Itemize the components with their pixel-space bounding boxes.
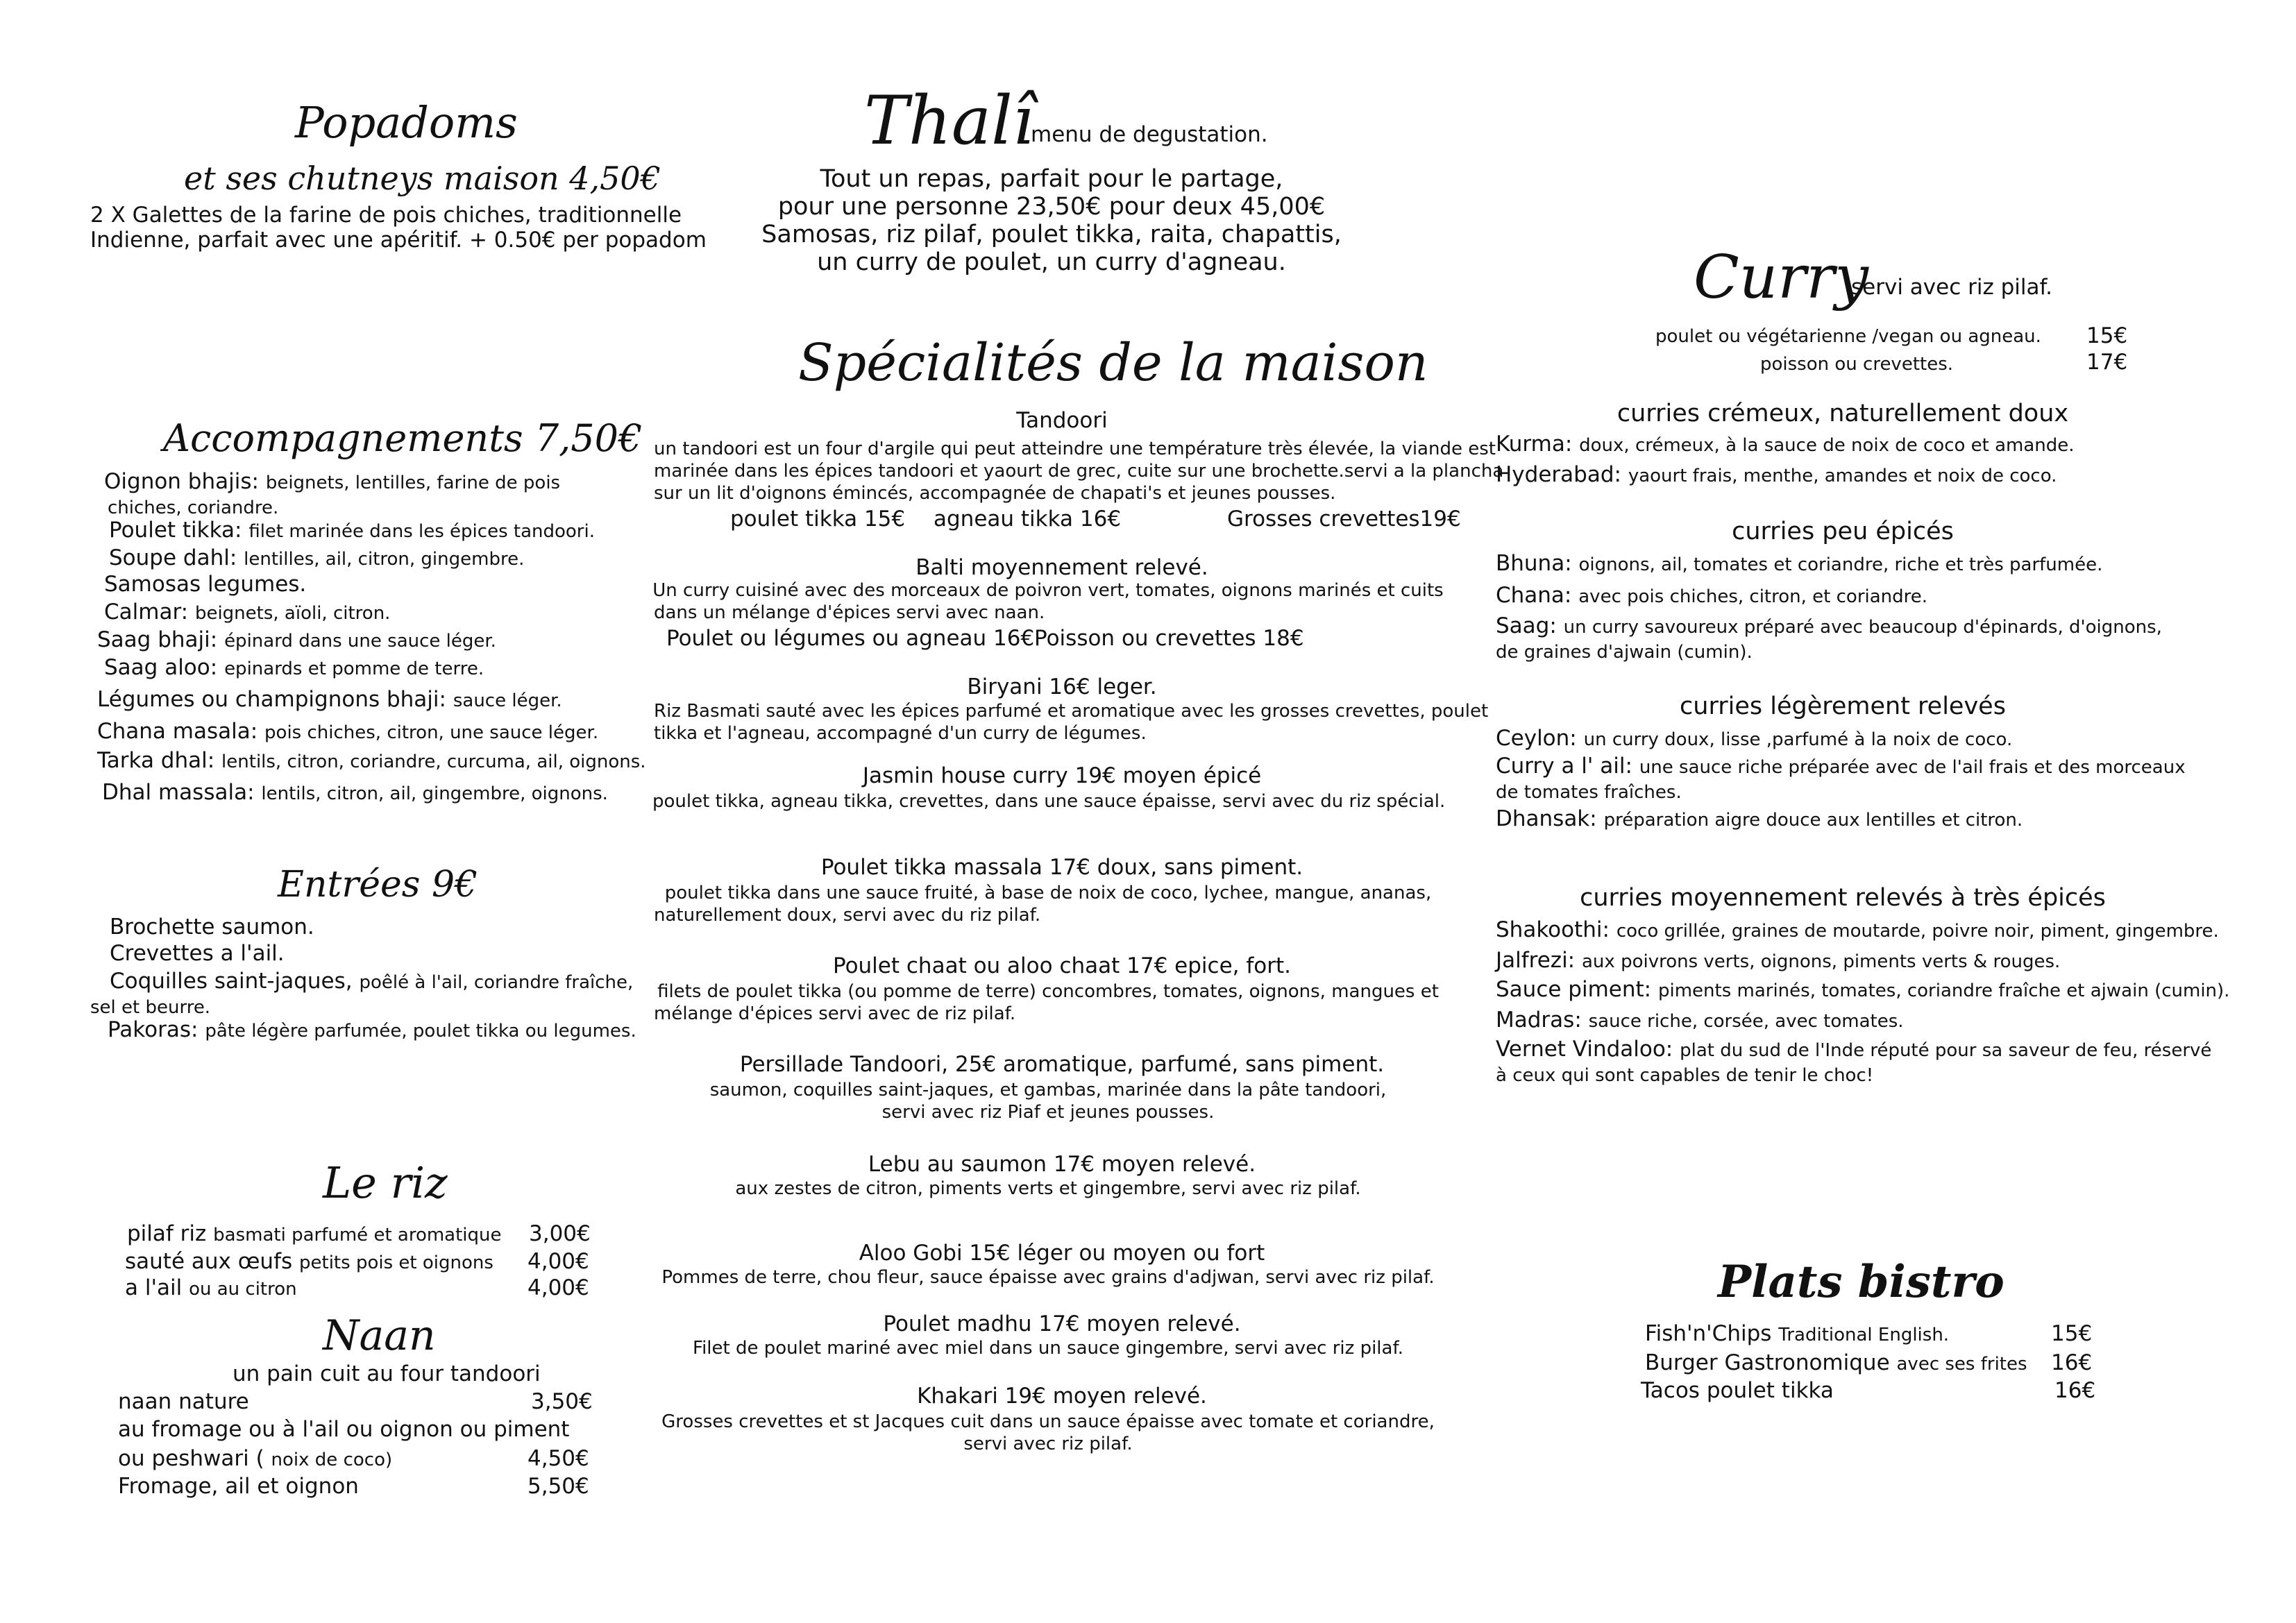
item-desc: sauce riche, corsée, avec tomates. xyxy=(1588,1011,1904,1032)
entrees-title: Entrées 9€ xyxy=(278,864,478,906)
dish-desc: poulet tikka dans une sauce fruité, à base de noix de coco, lychee, mangue, ananas, xyxy=(664,883,1432,903)
item-desc-cont: de graines d'ajwain (cumin). xyxy=(1496,642,1753,663)
menu-item xyxy=(125,1249,493,1274)
item-name: Hyderabad: xyxy=(1496,462,1621,487)
tandoori-price: agneau tikka 16€ xyxy=(934,507,1122,532)
item-price: 3,50€ xyxy=(531,1389,593,1414)
curry-item xyxy=(1496,977,2229,1002)
dish-desc: Filet de poulet mariné avec miel dans un sauce gingembre, servi avec riz pilaf. xyxy=(693,1338,1403,1359)
tandoori-heading: Tandoori xyxy=(1016,408,1108,433)
item-name: ou peshwari ( xyxy=(118,1446,264,1471)
item-name: Crevettes a l'ail. xyxy=(110,941,285,966)
balti-desc: Un curry cuisiné avec des morceaux de poivron vert, tomates, oignons marinés et cuits xyxy=(652,580,1444,601)
item-price: 4,00€ xyxy=(527,1249,589,1274)
thali-line: pour une personne 23,50€ pour deux 45,00€ xyxy=(777,193,1326,221)
dish-name: Poulet madhu 17€ xyxy=(883,1311,1080,1336)
item-name: Tarka dhal: xyxy=(97,748,215,773)
item-desc: epinards et pomme de terre. xyxy=(224,658,484,679)
item-name: Fromage, ail et oignon xyxy=(118,1474,359,1499)
item-price: 5,50€ xyxy=(527,1474,589,1499)
curry-item xyxy=(1496,462,2057,487)
dish-heading xyxy=(652,855,1471,880)
curry-tagline: servi avec riz pilaf. xyxy=(1851,275,2052,300)
dish-desc: Pommes de terre, chou fleur, sauce épaisse avec grains d'adjwan, servi avec riz pilaf. xyxy=(661,1267,1435,1288)
item-name: Saag bhaji: xyxy=(97,627,218,652)
item-name: Fish'n'Chips xyxy=(1645,1321,1772,1346)
menu-item xyxy=(118,1389,249,1414)
thali-tagline: menu de degustation. xyxy=(1031,122,1268,147)
menu-item xyxy=(108,1017,636,1042)
menu-item xyxy=(104,572,306,597)
curry-item xyxy=(1496,613,2162,638)
item-name: Brochette saumon. xyxy=(110,915,314,940)
item-name: Madras: xyxy=(1496,1008,1582,1033)
dish-tag: moyen épicé xyxy=(1122,763,1262,788)
curry-price-label: poisson ou crevettes. xyxy=(1760,354,1954,375)
menu-item-cont xyxy=(90,994,210,1019)
curry-item xyxy=(1496,432,2075,457)
item-price: 3,00€ xyxy=(529,1221,591,1246)
item-desc: aux poivrons verts, oignons, piments verts & rouges. xyxy=(1582,951,2061,972)
bistro-item xyxy=(1641,1378,1834,1403)
balti-heading xyxy=(652,555,1471,580)
dish-tag: aromatique, parfumé, sans piment. xyxy=(1003,1052,1385,1077)
curry-item xyxy=(1496,583,1927,608)
curry-item-cont xyxy=(1496,779,1682,804)
riz-title: Le riz xyxy=(323,1157,448,1208)
item-desc: plat du sud de l'Inde réputé pour sa saveur de feu, réservé xyxy=(1680,1040,2212,1061)
naan-subtitle: un pain cuit au four tandoori xyxy=(233,1361,541,1386)
item-desc: un curry doux, lisse ,parfumé à la noix de coco. xyxy=(1583,729,2013,750)
dish-name: Jasmin house curry 19€ xyxy=(862,763,1116,788)
item-name: Dhal massala: xyxy=(102,780,255,805)
item-desc: petits pois et oignons xyxy=(299,1252,493,1273)
thali-line: Tout un repas, parfait pour le partage, xyxy=(820,165,1283,193)
menu-item xyxy=(118,1417,569,1442)
item-desc-cont: chiches, coriandre. xyxy=(108,498,279,518)
accompagnements-title: Accompagnements 7,50€ xyxy=(163,416,643,460)
item-name: Poulet tikka: xyxy=(109,518,242,543)
item-name: Sauce piment: xyxy=(1496,977,1652,1002)
dish-tag: leger. xyxy=(1097,674,1157,699)
menu-item xyxy=(127,1221,502,1246)
item-name: pilaf riz xyxy=(127,1221,207,1246)
item-name: Chana masala: xyxy=(97,719,258,744)
item-name: Chana: xyxy=(1496,583,1572,608)
item-name: Soupe dahl: xyxy=(109,545,237,570)
item-name: Saag aloo: xyxy=(104,655,218,680)
dish-desc: filets de poulet tikka (ou pomme de terre) concombres, tomates, oignons, mangues et xyxy=(657,981,1439,1002)
dish-heading xyxy=(652,953,1471,978)
tandoori-price: Grosses crevettes19€ xyxy=(1227,507,1461,532)
dish-heading xyxy=(652,1311,1471,1336)
dish-desc: aux zestes de citron, piments verts et gingembre, servi avec riz pilaf. xyxy=(735,1178,1361,1199)
item-price: 4,50€ xyxy=(527,1446,589,1471)
item-desc: oignons, ail, tomates et coriandre, riche et très parfumée. xyxy=(1578,554,2103,575)
tandoori-desc: un tandoori est un four d'argile qui peut atteindre une température très élevée, la viande est xyxy=(654,439,1496,459)
item-name: Ceylon: xyxy=(1496,726,1577,751)
menu-item xyxy=(109,545,524,570)
item-name: Jalfrezi: xyxy=(1496,948,1576,973)
dish-desc: poulet tikka, agneau tikka, crevettes, dans une sauce épaisse, servi avec du riz spécial. xyxy=(652,791,1446,812)
curry-item xyxy=(1496,1008,1904,1033)
dish-desc: saumon, coquilles saint-jaques, et gambas, marinée dans la pâte tandoori, xyxy=(709,1080,1387,1101)
item-desc: un curry savoureux préparé avec beaucoup d'épinards, d'oignons, xyxy=(1563,617,2162,638)
item-desc: Traditional English. xyxy=(1778,1325,1950,1345)
dish-tag: epice, fort. xyxy=(1174,953,1291,978)
item-name: a l'ail xyxy=(125,1275,183,1300)
item-name: Calmar: xyxy=(104,600,189,624)
dish-desc: servi avec riz Piaf et jeunes pousses. xyxy=(881,1102,1215,1123)
item-name: Coquilles saint-jaques, xyxy=(110,969,353,994)
curry-item-cont xyxy=(1496,1062,1873,1087)
curry-group-heading: curries légèrement relevés xyxy=(1680,692,2006,720)
curry-title: Curry xyxy=(1694,243,1868,312)
dish-tag: doux, sans piment. xyxy=(1097,855,1303,880)
dish-tag: moyennement relevé. xyxy=(970,555,1208,580)
curry-group-heading: curries moyennement relevés à très épicés xyxy=(1580,884,2106,912)
curry-item xyxy=(1496,1037,2211,1062)
menu-item xyxy=(97,687,562,712)
dish-tag: moyen relevé. xyxy=(1086,1311,1241,1336)
item-desc-cont: de tomates fraîches. xyxy=(1496,782,1682,803)
item-name: Shakoothi: xyxy=(1496,917,1610,942)
item-price: 15€ xyxy=(2051,1321,2093,1346)
item-desc: pâte légère parfumée, poulet tikka ou legumes. xyxy=(205,1021,636,1042)
item-desc: ou au citron xyxy=(189,1279,297,1300)
dish-desc: naturellement doux, servi avec du riz pilaf. xyxy=(654,905,1041,926)
dish-name: Poulet chaat ou aloo chaat 17€ xyxy=(832,953,1168,978)
balti-desc: dans un mélange d'épices servi avec naan. xyxy=(654,602,1045,623)
popadoms-desc-line2: Indienne, parfait avec une apéritif. + 0.50€ per popadom xyxy=(90,228,707,253)
balti-price: Poulet ou légumes ou agneau 16€ xyxy=(666,626,1035,651)
curry-price-label: poulet ou végétarienne /vegan ou agneau. xyxy=(1655,326,2041,347)
dish-desc: servi avec riz pilaf. xyxy=(963,1434,1133,1454)
naan-title: Naan xyxy=(323,1311,436,1360)
item-desc: épinard dans une sauce léger. xyxy=(224,631,496,652)
biryani-desc: tikka et l'agneau, accompagné d'un curry de légumes. xyxy=(654,723,1147,744)
dish-name: Aloo Gobi 15€ xyxy=(859,1241,1011,1266)
item-desc: piments marinés, tomates, coriandre fraîche et ajwain (cumin). xyxy=(1657,980,2230,1001)
item-name: Légumes ou champignons bhaji: xyxy=(97,687,446,712)
item-desc: préparation aigre douce aux lentilles et citron. xyxy=(1603,810,2023,831)
menu-item xyxy=(102,780,608,805)
dish-heading xyxy=(652,1241,1471,1266)
bistro-item xyxy=(1645,1321,1949,1346)
dish-heading xyxy=(652,1052,1471,1077)
item-desc: coco grillée, graines de moutarde, poivre noir, piment, gingembre. xyxy=(1616,921,2219,942)
curry-price: 17€ xyxy=(2086,350,2128,375)
biryani-heading xyxy=(652,674,1471,699)
menu-item xyxy=(104,600,390,624)
item-name: Burger Gastronomique xyxy=(1645,1350,1890,1375)
item-desc-cont: à ceux qui sont capables de tenir le choc! xyxy=(1496,1065,1874,1086)
item-name: Bhuna: xyxy=(1496,551,1572,576)
item-name: Saag: xyxy=(1496,613,1557,638)
item-desc: une sauce riche préparée avec de l'ail frais et des morceaux xyxy=(1639,757,2186,778)
bistro-title: Plats bistro xyxy=(1718,1256,2004,1308)
item-name: naan nature xyxy=(118,1389,249,1414)
popadoms-title: Popadoms xyxy=(295,97,518,148)
tandoori-desc: sur un lit d'oignons émincés, accompagnée de chapati's et jeunes pousses. xyxy=(654,483,1336,504)
item-desc: basmati parfumé et aromatique xyxy=(213,1225,502,1246)
menu-item xyxy=(118,1474,359,1499)
dish-name: Balti xyxy=(915,555,964,580)
curry-group-heading: curries peu épicés xyxy=(1732,518,1954,545)
item-name: Samosas legumes. xyxy=(104,572,307,597)
item-name: Tacos poulet tikka xyxy=(1641,1378,1834,1403)
item-price: 16€ xyxy=(2054,1378,2096,1403)
item-name: Curry a l' ail: xyxy=(1496,754,1632,779)
curry-item xyxy=(1496,551,2102,576)
item-desc: sauce léger. xyxy=(453,690,562,711)
menu-item xyxy=(97,719,598,744)
dish-tag: moyen relevé. xyxy=(1101,1152,1256,1177)
bistro-item xyxy=(1645,1350,2027,1375)
item-desc-cont: sel et beurre. xyxy=(90,997,211,1018)
menu-item xyxy=(110,969,633,994)
item-name: Pakoras: xyxy=(108,1017,199,1042)
item-desc: filet marinée dans les épices tandoori. xyxy=(248,521,595,542)
popadoms-subtitle: et ses chutneys maison 4,50€ xyxy=(184,160,661,197)
dish-name: Biryani 16€ xyxy=(967,674,1090,699)
thali-title: Thalî xyxy=(864,82,1034,160)
tandoori-price: poulet tikka 15€ xyxy=(730,507,906,532)
thali-line: un curry de poulet, un curry d'agneau. xyxy=(817,248,1286,276)
dish-desc: mélange d'épices servi avec de riz pilaf. xyxy=(654,1003,1016,1024)
menu-item-cont xyxy=(108,494,278,519)
dish-name: Poulet tikka massala 17€ xyxy=(820,855,1090,880)
curry-item-cont xyxy=(1496,638,1753,663)
item-name: au fromage ou à l'ail ou oignon ou piment xyxy=(118,1417,570,1442)
item-name: Kurma: xyxy=(1496,432,1573,457)
item-desc: noix de coco) xyxy=(271,1450,393,1470)
thali-line: Samosas, riz pilaf, poulet tikka, raita, chapattis, xyxy=(761,221,1342,248)
biryani-desc: Riz Basmati sauté avec les épices parfumé et aromatique avec les grosses crevettes, poulet xyxy=(654,701,1489,722)
item-desc: beignets, aïoli, citron. xyxy=(194,603,391,624)
item-desc: yaourt frais, menthe, amandes et noix de coco. xyxy=(1628,466,2057,486)
item-desc: pois chiches, citron, une sauce léger. xyxy=(264,722,599,743)
curry-price: 15€ xyxy=(2086,323,2128,348)
menu-item xyxy=(125,1275,297,1300)
curry-item xyxy=(1496,917,2219,942)
item-desc: avec pois chiches, citron, et coriandre. xyxy=(1578,586,1928,607)
dish-name: Khakari 19€ xyxy=(917,1384,1046,1409)
curry-item xyxy=(1496,726,2012,751)
item-name: Vernet Vindaloo: xyxy=(1496,1037,1673,1062)
menu-item xyxy=(97,627,496,652)
menu-item xyxy=(110,941,285,966)
dish-desc: Grosses crevettes et st Jacques cuit dans un sauce épaisse avec tomate et coriandre, xyxy=(661,1411,1435,1432)
menu-item xyxy=(104,655,484,680)
item-desc: lentilles, ail, citron, gingembre. xyxy=(244,549,525,570)
menu-item xyxy=(118,1446,392,1471)
curry-item xyxy=(1496,754,2186,779)
curry-item xyxy=(1496,806,2023,831)
item-desc: lentils, citron, coriandre, curcuma, ail, oignons. xyxy=(221,751,646,772)
dish-tag: léger ou moyen ou fort xyxy=(1017,1241,1265,1266)
specialites-title: Spécialités de la maison xyxy=(798,333,1428,393)
item-desc: avec ses frites xyxy=(1896,1354,2027,1375)
item-desc: poêlé à l'ail, coriandre fraîche, xyxy=(359,972,634,993)
item-name: Dhansak: xyxy=(1496,806,1597,831)
menu-item xyxy=(109,518,595,543)
curry-item xyxy=(1496,948,2060,973)
dish-heading xyxy=(652,763,1471,788)
item-name: sauté aux œufs xyxy=(125,1249,293,1274)
dish-name: Lebu au saumon 17€ xyxy=(868,1152,1095,1177)
dish-name: Persillade Tandoori, 25€ xyxy=(739,1052,997,1077)
tandoori-desc: marinée dans les épices tandoori et yaourt de grec, cuite sur une brochette.servi a la plancha xyxy=(654,461,1504,482)
item-desc: lentils, citron, ail, gingembre, oignons. xyxy=(261,783,608,804)
curry-group-heading: curries crémeux, naturellement doux xyxy=(1617,400,2069,427)
dish-heading xyxy=(652,1152,1471,1177)
balti-price: Poisson ou crevettes 18€ xyxy=(1034,626,1304,651)
menu-item xyxy=(97,748,646,773)
menu-item xyxy=(104,469,560,494)
item-name: Oignon bhajis: xyxy=(104,469,259,494)
item-price: 16€ xyxy=(2051,1350,2093,1375)
item-desc: doux, crémeux, à la sauce de noix de coco et amande. xyxy=(1579,435,2075,456)
menu-item xyxy=(110,915,314,940)
dish-heading xyxy=(652,1384,1471,1409)
item-desc: beignets, lentilles, farine de pois xyxy=(265,473,561,493)
dish-tag: moyen relevé. xyxy=(1052,1384,1207,1409)
item-price: 4,00€ xyxy=(527,1275,589,1300)
popadoms-desc-line1: 2 X Galettes de la farine de pois chiches, traditionnelle xyxy=(90,203,682,228)
